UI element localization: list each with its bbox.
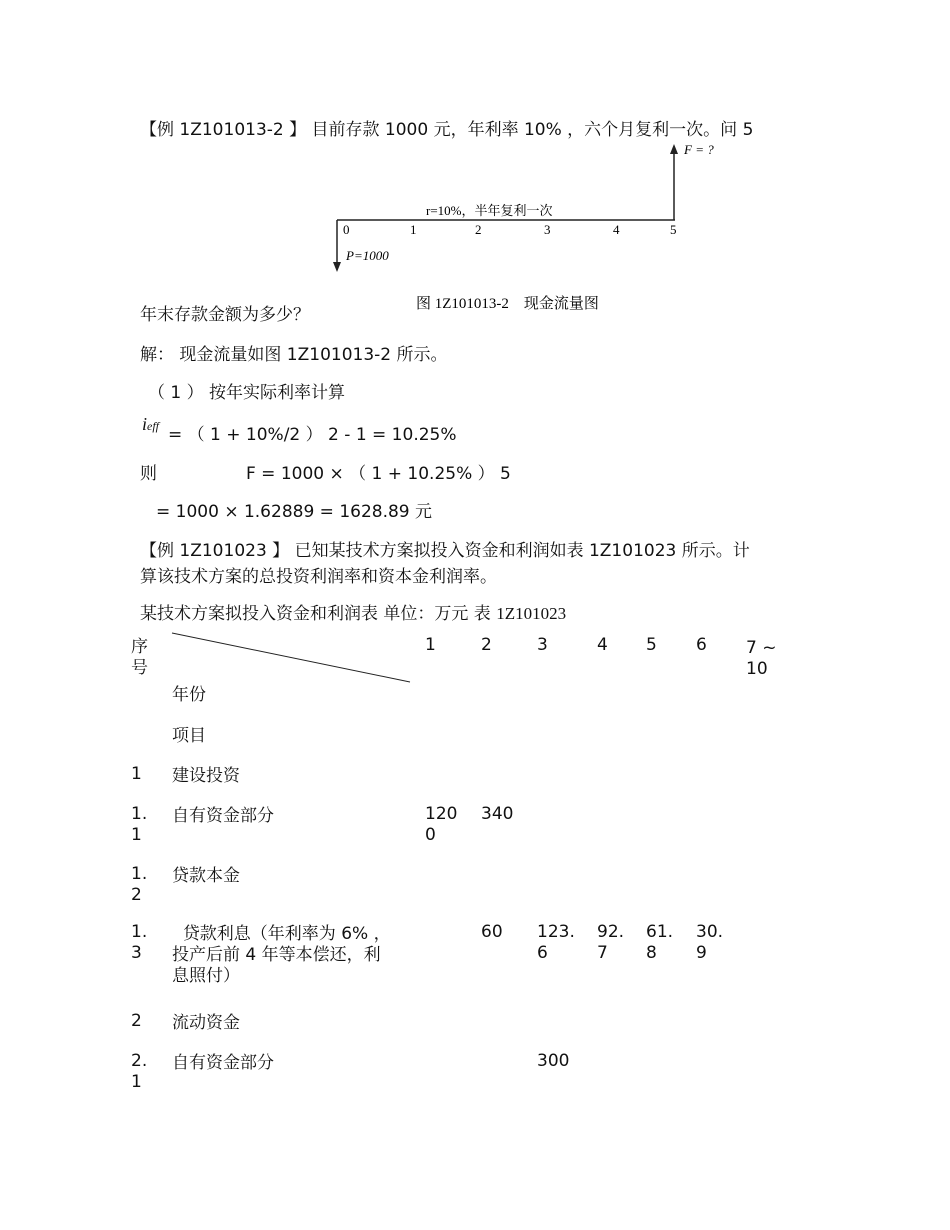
tick-4: 4 — [613, 222, 620, 237]
row-item: 建设投资 — [172, 766, 240, 786]
row-seq: 1.2 — [131, 864, 148, 905]
p-label: P=1000 — [346, 248, 389, 263]
row-seq: 1.1 — [131, 804, 148, 845]
rate-label: r=10%，半年复利一次 — [426, 203, 553, 218]
present-value-arrowhead — [333, 262, 341, 272]
tick-3: 3 — [544, 222, 551, 237]
header-year: 年份 — [172, 685, 206, 705]
example1-intro-cont: 年末存款金额为多少？ — [140, 305, 310, 325]
row-item: 自有资金部分 — [172, 806, 274, 826]
tick-5: 5 — [670, 222, 677, 237]
row-seq: 1.3 — [131, 922, 148, 963]
example2-intro-line2: 算该技术方案的总投资利润率和资本金利润率。 — [140, 567, 497, 587]
year-header-1: 1 — [425, 635, 436, 655]
year-header-2: 2 — [481, 635, 492, 655]
figure-caption: 图 1Z101013-2 现金流量图 — [416, 296, 599, 312]
future-value-arrowhead — [670, 144, 678, 154]
tick-1: 1 — [410, 222, 417, 237]
row-value: 61.8 — [646, 922, 674, 963]
row-value: 123.6 — [537, 922, 575, 963]
header-item: 项目 — [172, 726, 206, 746]
row-item: 流动资金 — [172, 1013, 240, 1033]
example1-intro: 【例 1Z101013-2 】 目前存款 1000 元，年利率 10% ，六个月复利一次。问 5 — [140, 120, 754, 140]
header-diagonal — [170, 630, 412, 685]
header-seq: 序号 — [131, 637, 148, 678]
row-value: 1200 — [425, 804, 458, 845]
then-word: 则 — [140, 464, 157, 484]
row-value: 30.9 — [696, 922, 724, 963]
tick-0: 0 — [343, 222, 350, 237]
row-seq: 2 — [131, 1011, 142, 1031]
year-header-4: 4 — [597, 635, 608, 655]
row-value: 340 — [481, 804, 514, 824]
row-item: 贷款本金 — [172, 866, 240, 886]
row-item: 自有资金部分 — [172, 1053, 274, 1073]
step1-line: （ 1 ） 按年实际利率计算 — [148, 383, 346, 403]
row-seq: 2.1 — [131, 1051, 148, 1092]
f-label: F = ? — [684, 142, 714, 157]
year-header-5: 5 — [646, 635, 657, 655]
year-header-6: 6 — [696, 635, 707, 655]
tick-2: 2 — [475, 222, 482, 237]
formula-effective-rate: = （ 1 + 10%/2 ） 2 - 1 = 10.25% — [168, 425, 457, 445]
table-title: 某技术方案拟投入资金和利润表 单位：万元 表 1Z101023 — [140, 604, 567, 624]
year-header-7-10: 7 ~ 10 — [746, 638, 777, 679]
row-value: 92.7 — [597, 922, 625, 963]
formula-result: = 1000 × 1.62889 = 1628.89 元 — [156, 502, 433, 522]
row-value: 300 — [537, 1051, 570, 1071]
cash-flow-diagram — [330, 140, 714, 320]
solution-line: 解： 现金流量如图 1Z101013-2 所示。 — [140, 345, 448, 365]
ieff-symbol: ieff — [142, 414, 160, 434]
row-item: 贷款利息（年利率为 6% ，投产后前 4 年等本偿还，利息照付） — [172, 924, 391, 986]
row-value: 60 — [481, 922, 503, 942]
example2-intro-line1: 【例 1Z101023 】 已知某技术方案拟投入资金和利润如表 1Z101023 所示。计 — [140, 541, 750, 561]
formula-future-value: F = 1000 × （ 1 + 10.25% ） 5 — [246, 464, 511, 484]
row-seq: 1 — [131, 764, 142, 784]
year-header-3: 3 — [537, 635, 548, 655]
